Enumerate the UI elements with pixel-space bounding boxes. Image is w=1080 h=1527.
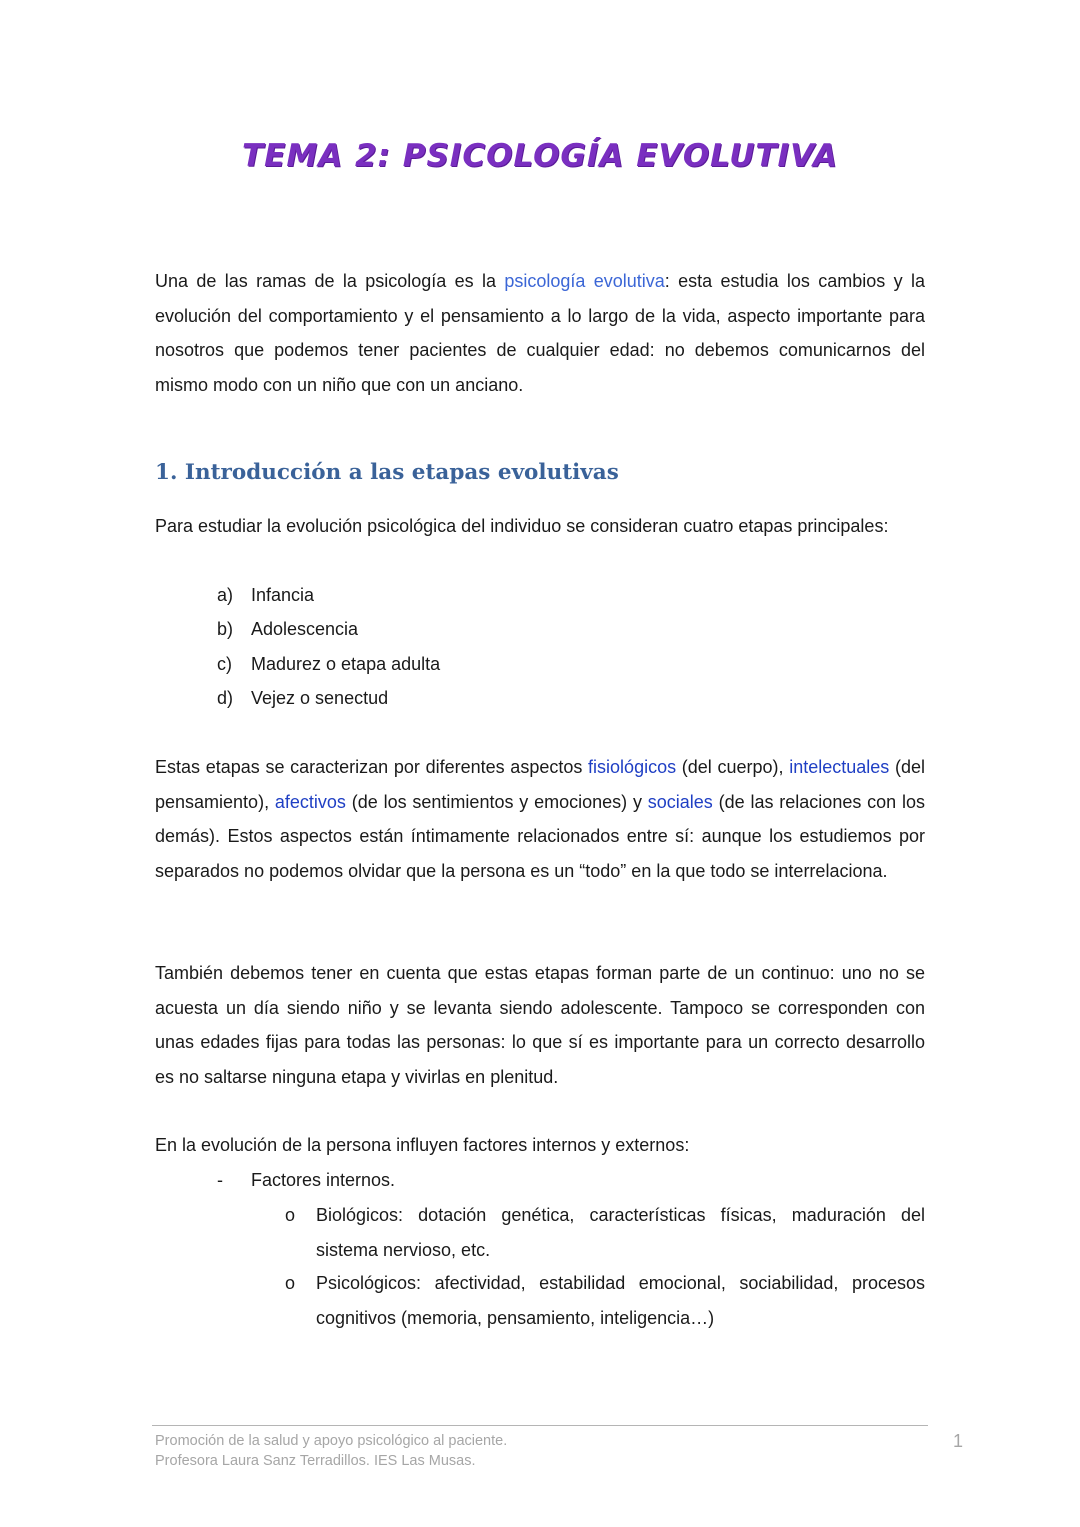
footer-course: Promoción de la salud y apoyo psicológico al paciente. <box>155 1433 508 1449</box>
fisiologicos-term: fisiológicos <box>588 757 677 777</box>
continuum-paragraph: También debemos tener en cuenta que estas etapas forman parte de un continuo: uno no se acuesta un día siendo niño y se levanta siendo adolescente. Tampoco se corresponden con unas edades fijas para todas las personas: lo que sí es importante para un correcto desarrollo es no saltarse ninguna etapa y vivirlas en plenitud. <box>155 963 925 1087</box>
aspects-paragraph <box>155 750 925 888</box>
aspects-text: Estas etapas se caracterizan por diferentes aspectos <box>155 757 589 777</box>
list-item-text: Adolescencia <box>251 619 359 639</box>
intro-text-end: : esta estudia los cambios y la evolución del comportamiento y el pensamiento a lo largo de la vida, aspecto importante para nosotros que podemos tener pacientes de cualquier edad: no debemos comunicarnos del mismo modo con un niño que con un anciano. <box>155 271 925 395</box>
aspects-text: (del cuerpo), <box>676 757 790 777</box>
aspects-text: (del pensamiento), <box>155 757 925 812</box>
list-marker: c) <box>217 654 232 674</box>
list-item-text: Infancia <box>251 585 315 605</box>
stages-lead-paragraph: Para estudiar la evolución psicológica del individuo se consideran cuatro etapas principales: <box>155 516 889 536</box>
bullet-marker: o <box>285 1273 296 1293</box>
list-item: Biológicos: dotación genética, características físicas, maduración del sistema nervioso, etc. <box>316 1205 925 1260</box>
list-item: Psicológicos: afectividad, estabilidad emocional, sociabilidad, procesos cognitivos (memoria, pensamiento, inteligencia…) <box>316 1273 925 1328</box>
intro-text-start: Una de las ramas de la psicología es la <box>155 271 505 291</box>
bullet-marker: o <box>285 1205 296 1225</box>
list-item-text: Madurez o etapa adulta <box>251 654 441 674</box>
page-title: TEMA 2: PSICOLOGÍA EVOLUTIVA <box>242 138 838 174</box>
intro-paragraph <box>155 264 925 402</box>
list-item-text: Factores internos. <box>251 1170 396 1190</box>
psicologia-evolutiva-term: psicología evolutiva <box>504 271 665 291</box>
list-marker: a) <box>217 585 234 605</box>
footer-teacher: Profesora Laura Sanz Terradillos. IES Las Musas. <box>155 1453 476 1469</box>
aspects-text: (de las relaciones con los demás). Estos aspectos están íntimamente relacionados entre sí: aunque los estudiemos por separados no podemos olvidar que la persona es un “todo” en la que todo se interrelaciona. <box>155 791 926 881</box>
intelectuales-term: intelectuales <box>789 757 890 777</box>
list-marker: d) <box>217 688 234 708</box>
aspects-text: (de los sentimientos y emociones) y <box>345 791 648 812</box>
footer-divider <box>152 1425 928 1426</box>
page-number: 1 <box>953 1431 964 1451</box>
dash-marker: - <box>217 1170 223 1190</box>
list-marker: b) <box>217 619 234 639</box>
list-item-text: Vejez o senectud <box>251 688 389 708</box>
afectivos-term: afectivos <box>274 791 346 812</box>
section-heading: 1. Introducción a las etapas evolutivas <box>155 460 619 485</box>
factors-lead-paragraph: En la evolución de la persona influyen factores internos y externos: <box>155 1135 690 1155</box>
sociales-term: sociales <box>647 791 713 812</box>
